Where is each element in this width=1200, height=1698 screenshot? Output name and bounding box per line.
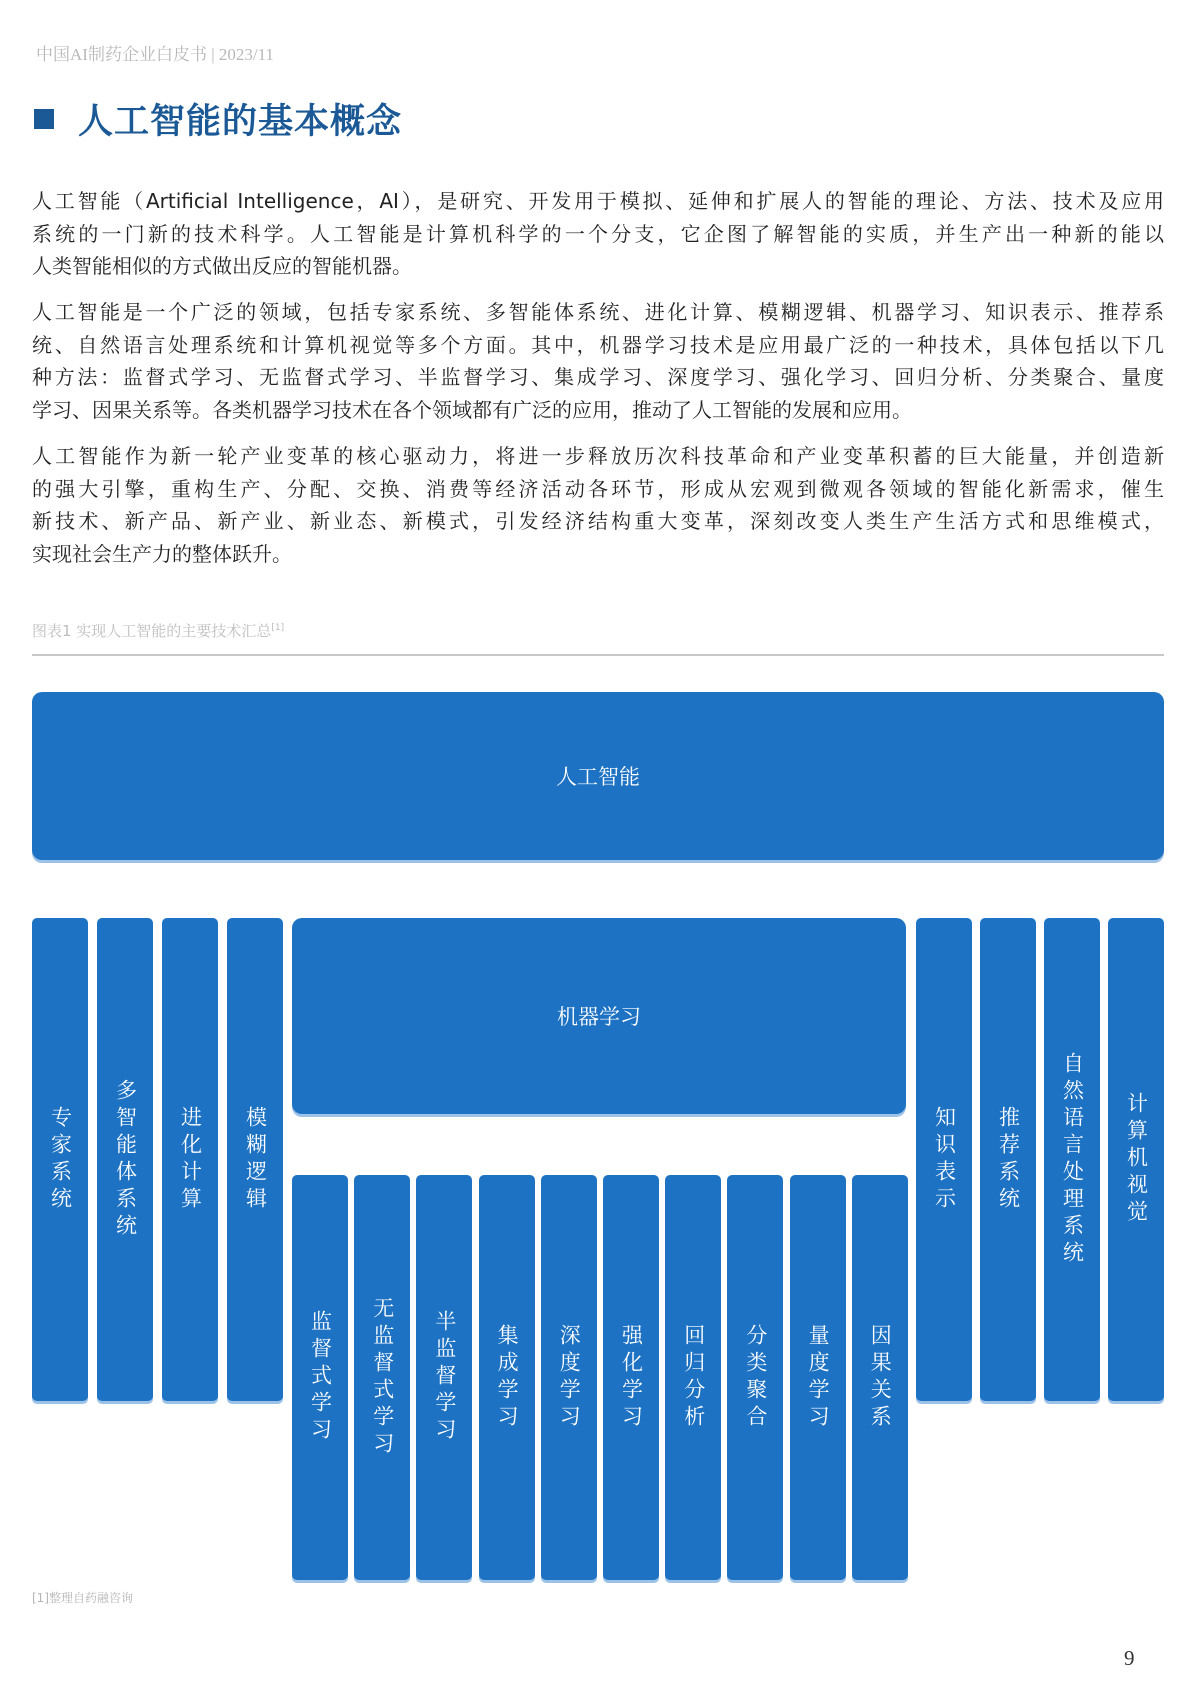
ml-method-node xyxy=(541,1175,597,1580)
node-label: 强化学习 xyxy=(619,1323,644,1432)
text-line: 人类智能相似的方式做出反应的智能机器。 xyxy=(32,254,412,278)
ml-method-node xyxy=(727,1175,783,1580)
text-line: 人工智能（Artificial Intelligence，AI），是研究、开发用于模拟、延伸和扩展人的智能的理论、方法、技术及应用 xyxy=(32,189,1164,213)
paragraph-3 xyxy=(32,440,1164,570)
root-node-ai xyxy=(32,692,1164,860)
text-line: 人工智能作为新一轮产业变革的核心驱动力，将进一步释放历次科技革命和产业变革积蓄的巨大能量，并创造新 xyxy=(32,444,1164,468)
node-label: 模糊逻辑 xyxy=(243,1105,268,1214)
node-label: 进化计算 xyxy=(178,1105,203,1214)
node-label: 推荐系统 xyxy=(996,1105,1021,1214)
node-label: 自然语言处理系统 xyxy=(1060,1051,1085,1268)
branch-node xyxy=(97,918,153,1401)
branch-node xyxy=(1108,918,1164,1401)
ml-method-node xyxy=(603,1175,659,1580)
branch-node xyxy=(980,918,1036,1401)
root-label: 人工智能 xyxy=(556,765,640,789)
caption-divider xyxy=(32,654,1164,656)
text-line: 学习、因果关系等。各类机器学习技术在各个领域都有广泛的应用，推动了人工智能的发展和应用。 xyxy=(32,397,912,422)
paragraph-1 xyxy=(32,185,1164,283)
ml-method-node xyxy=(354,1175,410,1580)
section-title: 人工智能的基本概念 xyxy=(78,102,403,142)
text-line: 系统的一门新的技术科学。人工智能是计算机科学的一个分支，它企图了解智能的实质，并生产出一种新的能以 xyxy=(32,221,1164,246)
caption-ref: [1] xyxy=(271,623,285,633)
caption-text: 图表1 实现人工智能的主要技术汇总 xyxy=(32,622,272,640)
text-line: 统、自然语言处理系统和计算机视觉等多个方面。其中，机器学习技术是应用最广泛的一种技术，具体包括以下几 xyxy=(32,332,1164,357)
node-label: 知识表示 xyxy=(932,1105,957,1214)
text-line: 种方法：监督式学习、无监督式学习、半监督学习、集成学习、深度学习、强化学习、回归分析、分类聚合、量度 xyxy=(32,365,1164,389)
ml-label: 机器学习 xyxy=(557,1005,641,1029)
running-header: 中国AI制药企业白皮书 | 2023/11 xyxy=(36,45,274,64)
square-bullet-icon xyxy=(34,109,54,129)
ml-method-node xyxy=(790,1175,846,1580)
branch-node xyxy=(1044,918,1100,1401)
node-label: 计算机视觉 xyxy=(1124,1092,1149,1227)
text-line: 人工智能是一个广泛的领域，包括专家系统、多智能体系统、进化计算、模糊逻辑、机器学习、知识表示、推荐系 xyxy=(32,300,1164,324)
branch-node xyxy=(32,918,88,1401)
node-label: 量度学习 xyxy=(806,1323,831,1432)
footnote: [1]整理自药融咨询 xyxy=(32,1591,133,1605)
ml-method-node xyxy=(292,1175,348,1580)
node-label: 深度学习 xyxy=(557,1323,582,1432)
node-label: 回归分析 xyxy=(681,1323,706,1432)
page-number: 9 xyxy=(1124,1646,1135,1670)
figure-caption xyxy=(32,620,284,641)
node-machine-learning xyxy=(292,918,906,1114)
ml-method-node xyxy=(852,1175,908,1580)
ml-method-node xyxy=(479,1175,535,1580)
node-label: 专家系统 xyxy=(48,1105,73,1214)
branch-node xyxy=(162,918,218,1401)
section-heading xyxy=(34,94,402,144)
paragraph-2 xyxy=(32,296,1164,426)
ml-method-node xyxy=(416,1175,472,1580)
node-label: 无监督式学习 xyxy=(370,1296,395,1459)
text-line: 实现社会生产力的整体跃升。 xyxy=(32,541,292,566)
node-label: 多智能体系统 xyxy=(113,1078,138,1241)
node-label: 集成学习 xyxy=(495,1323,520,1432)
branch-node xyxy=(916,918,972,1401)
node-label: 监督式学习 xyxy=(308,1310,333,1445)
branch-node xyxy=(227,918,283,1401)
node-label: 因果关系 xyxy=(868,1323,893,1432)
ml-method-node xyxy=(665,1175,721,1580)
text-line: 新技术、新产品、新产业、新业态、新模式，引发经济结构重大变革，深刻改变人类生产生活方式和思维模式， xyxy=(32,509,1164,533)
text-line: 的强大引擎，重构生产、分配、交换、消费等经济活动各环节，形成从宏观到微观各领域的智能化新需求，催生 xyxy=(32,476,1164,501)
node-label: 分类聚合 xyxy=(743,1323,768,1432)
node-label: 半监督学习 xyxy=(432,1310,457,1445)
